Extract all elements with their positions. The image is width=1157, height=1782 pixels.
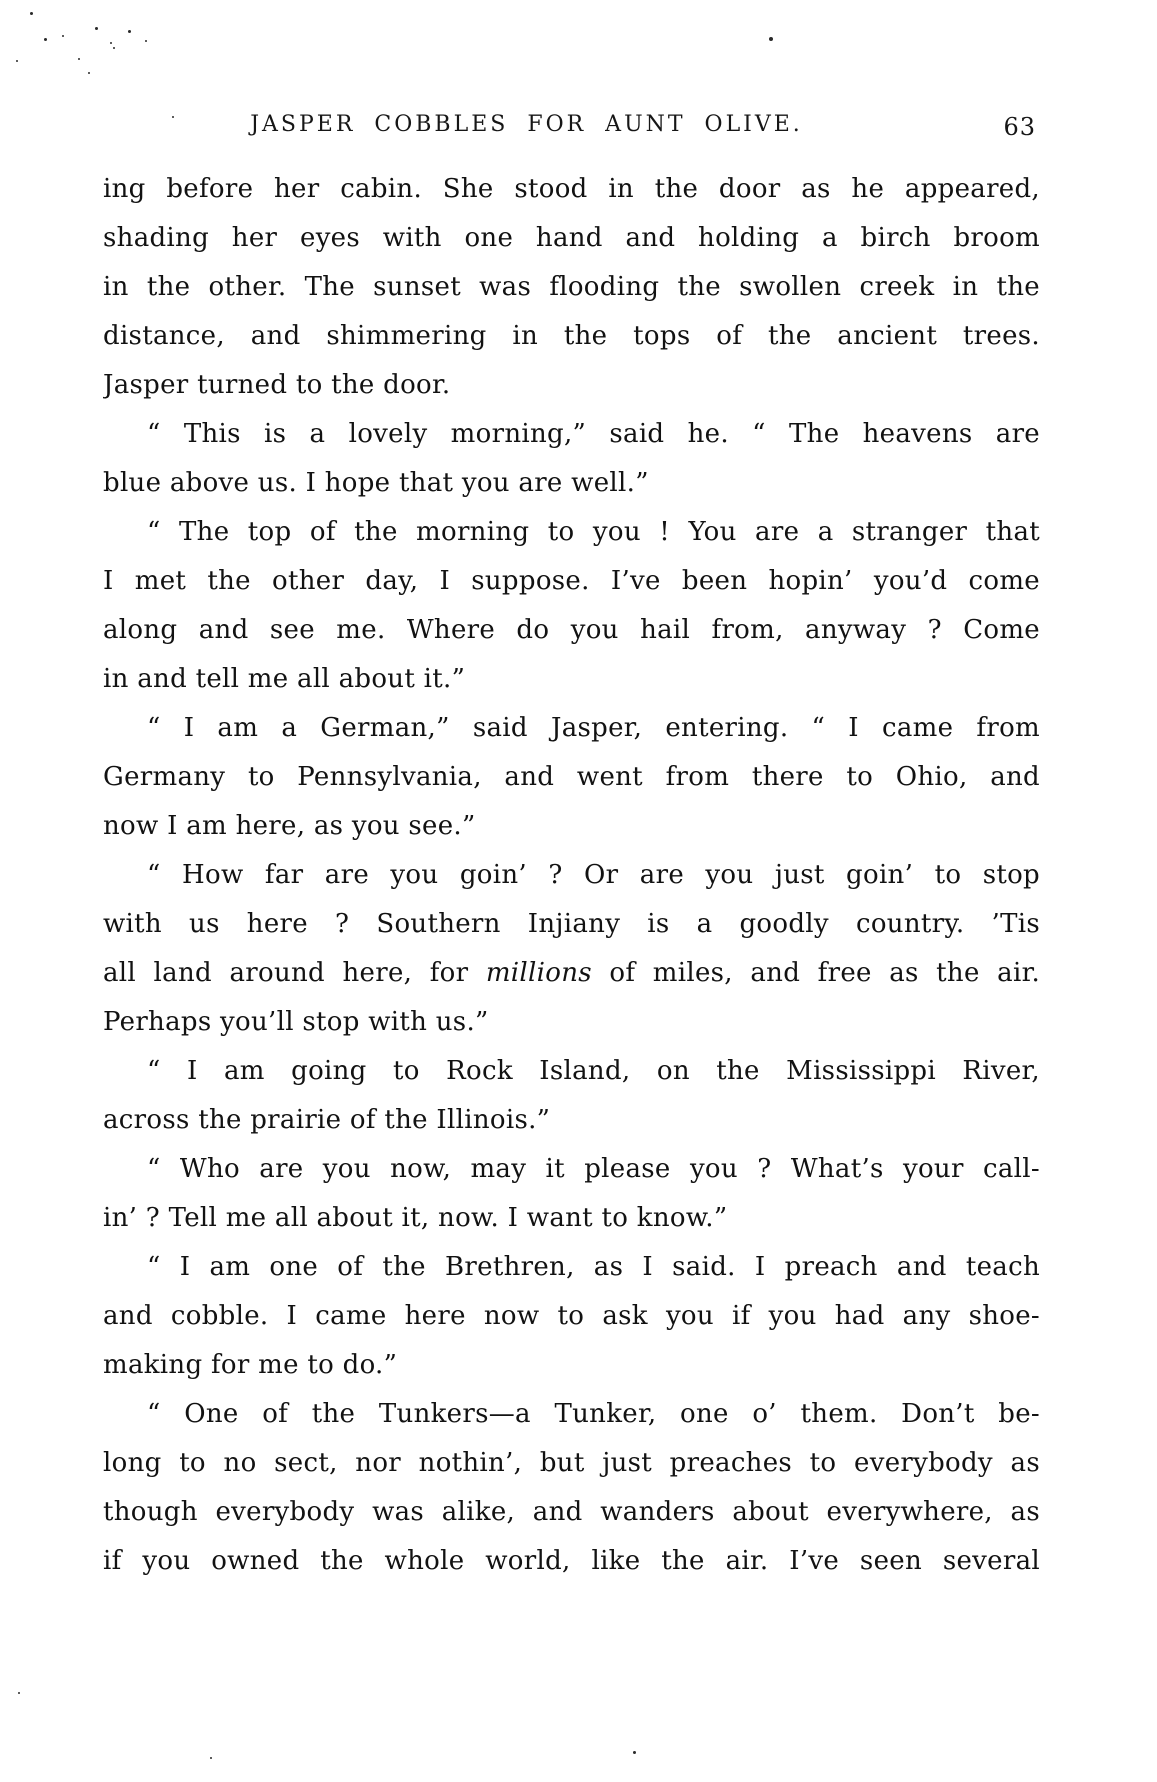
text-line: blue above us. I hope that you are well.” — [103, 468, 649, 498]
text-line: shading her eyes with one hand and holding a birch broom — [103, 223, 1040, 253]
text-line: “ Who are you now, may it please you ? What’s your call- — [147, 1154, 1040, 1184]
text-line: “ I am one of the Brethren, as I said. I preach and teach — [147, 1252, 1040, 1282]
text-segment: all land around here, for — [103, 958, 486, 988]
text-line: “ I am a German,” said Jasper, entering. “ I came from — [147, 713, 1040, 743]
text-line: making for me to do.” — [103, 1350, 398, 1380]
text-line: Perhaps you’ll stop with us.” — [103, 1007, 489, 1037]
text-line: with us here ? Southern Injiany is a goodly country. ’Tis — [103, 909, 1040, 939]
text-line: “ The top of the morning to you ! You are a stranger that — [147, 517, 1040, 547]
text-line: if you owned the whole world, like the air. I’ve seen several — [103, 1546, 1040, 1576]
page-text — [103, 165, 1040, 1586]
page-header — [103, 112, 1040, 146]
running-title: JASPER COBBLES FOR AUNT OLIVE. — [250, 112, 803, 137]
text-line: long to no sect, nor nothin’, but just preaches to everybody as — [103, 1448, 1040, 1478]
text-line: Germany to Pennsylvania, and went from there to Ohio, and — [103, 762, 1040, 792]
text-line: along and see me. Where do you hail from, anyway ? Come — [103, 615, 1040, 645]
text-line: “ How far are you goin’ ? Or are you just goin’ to stop — [147, 860, 1040, 890]
text-line: and cobble. I came here now to ask you if you had any shoe- — [103, 1301, 1040, 1331]
italic-word: millions — [485, 958, 592, 988]
text-line: distance, and shimmering in the tops of the ancient trees. — [103, 321, 1040, 351]
page-number: 63 — [1003, 113, 1036, 141]
text-line — [103, 949, 1040, 998]
text-line: “ One of the Tunkers—a Tunker, one o’ them. Don’t be- — [147, 1399, 1040, 1429]
text-line: in the other. The sunset was flooding the swollen creek in the — [103, 272, 1040, 302]
text-line: ing before her cabin. She stood in the door as he appeared, — [103, 174, 1040, 204]
text-line: I met the other day, I suppose. I’ve been hopin’ you’d come — [103, 566, 1040, 596]
text-line: “ I am going to Rock Island, on the Mississippi River, — [147, 1056, 1040, 1086]
text-line: across the prairie of the Illinois.” — [103, 1105, 551, 1135]
text-line: though everybody was alike, and wanders about everywhere, as — [103, 1497, 1040, 1527]
text-line: “ This is a lovely morning,” said he. “ The heavens are — [147, 419, 1040, 449]
text-line: Jasper turned to the door. — [103, 370, 451, 400]
text-segment: of miles, and free as the air. — [591, 958, 1040, 988]
text-line: now I am here, as you see.” — [103, 811, 476, 841]
text-line: in and tell me all about it.” — [103, 664, 466, 694]
text-line: in’ ? Tell me all about it, now. I want to know.” — [103, 1203, 728, 1233]
